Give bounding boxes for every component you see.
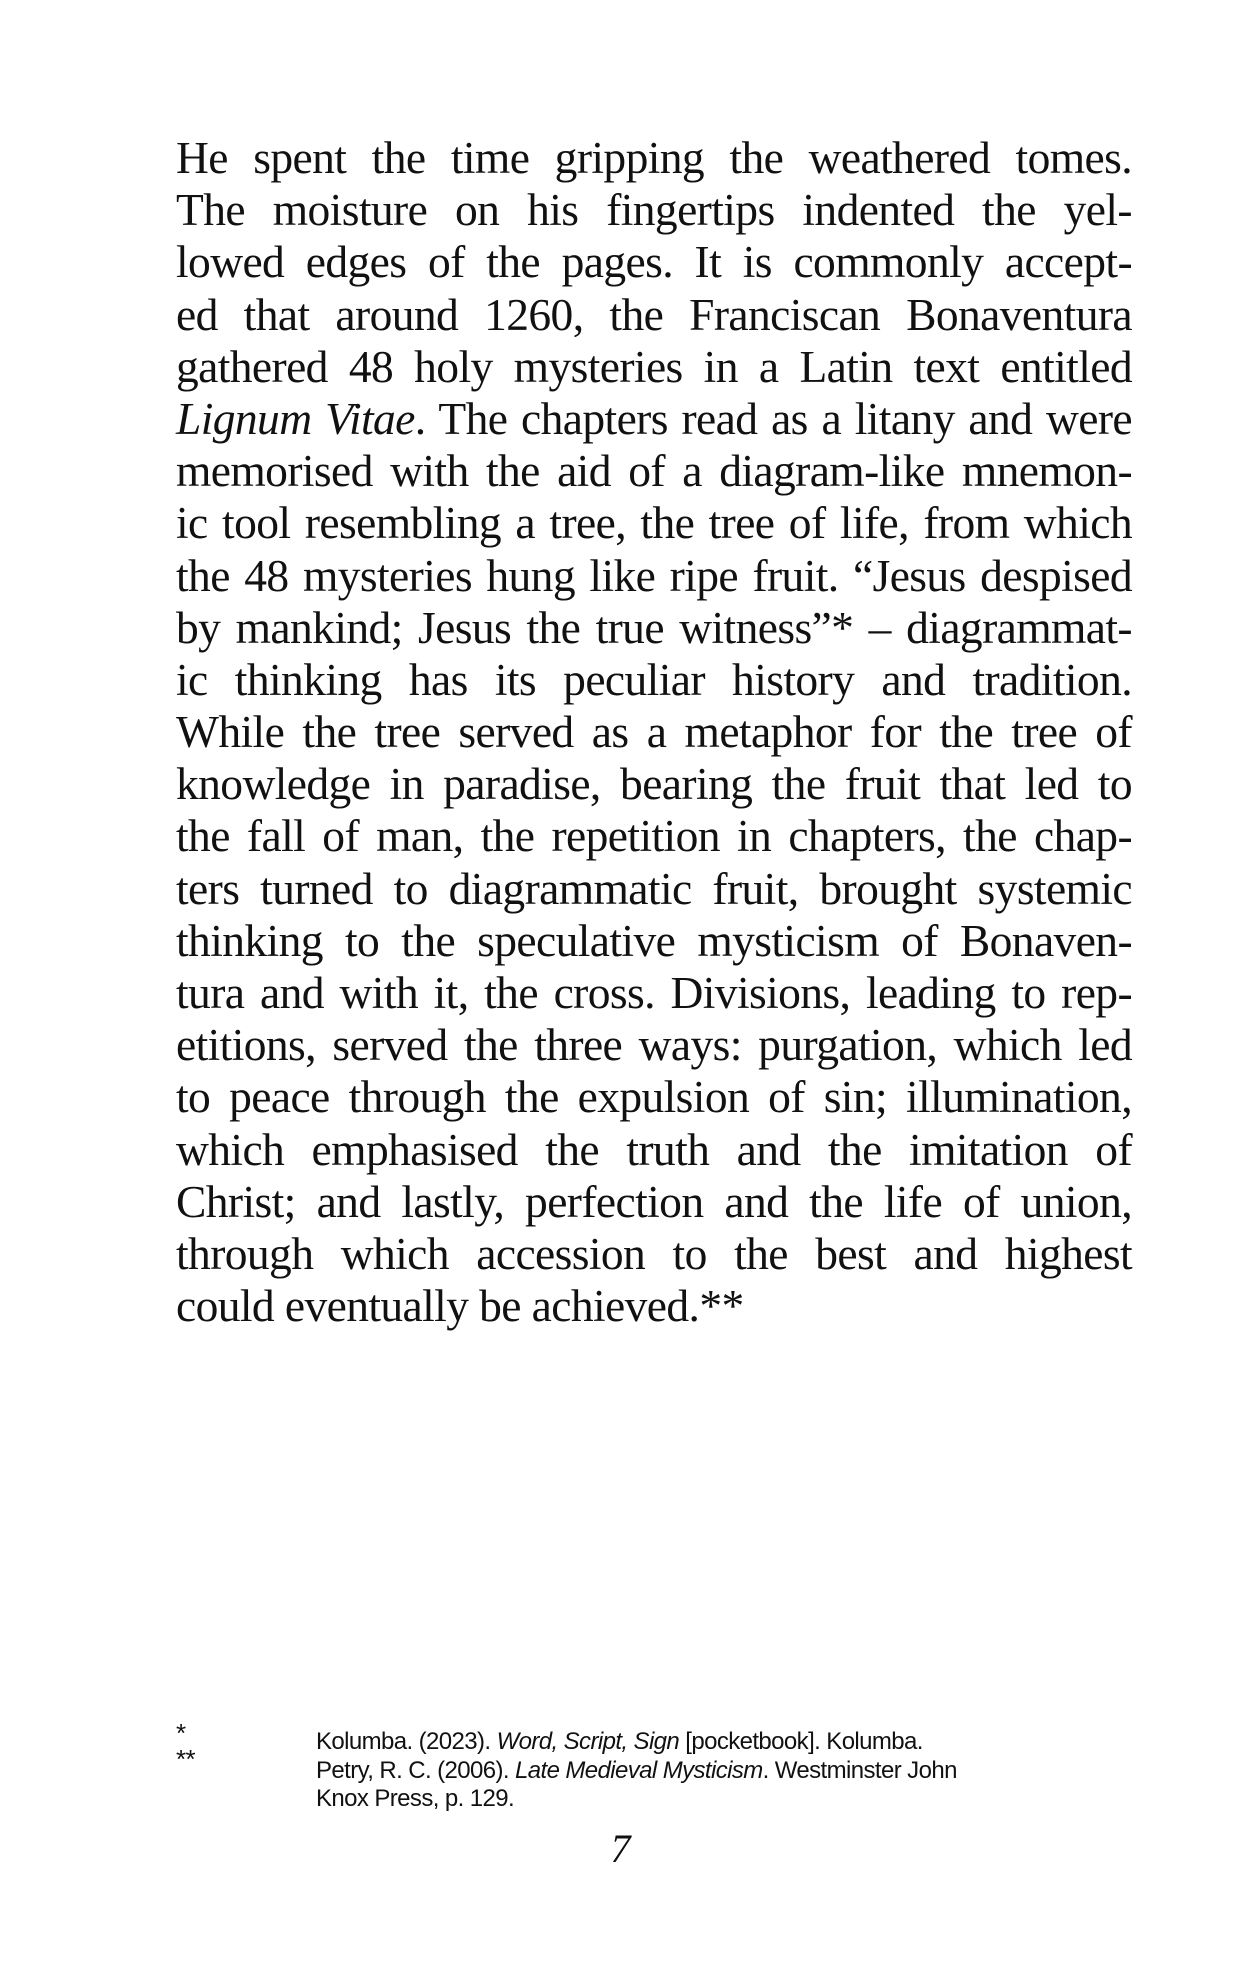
text-line: which emphasised the truth and the imitation of [176, 1123, 1132, 1175]
text-line: Christ; and lastly, perfection and the life of union, [176, 1175, 1132, 1227]
text-line: by mankind; Jesus the true witness”* – diagrammat- [176, 601, 1132, 653]
text-line: ic thinking has its peculiar history and tradition. [176, 653, 1132, 705]
text-line: the fall of man, the repetition in chapters, the chap- [176, 810, 1132, 862]
cited-title: Word, Script, Sign [496, 1728, 680, 1755]
text-line: through which accession to the best and highest [176, 1227, 1132, 1279]
text-line: etitions, served the three ways: purgation, which led [176, 1019, 1132, 1071]
text-line: ters turned to diagrammatic fruit, brought systemic [176, 862, 1132, 914]
footnote-reference: Petry, R. C. (2006). Late Medieval Mysticism. Westminster John [316, 1756, 957, 1784]
body-text [176, 132, 1132, 1332]
text-line: could eventually be achieved.** [176, 1280, 744, 1332]
text-line: gathered 48 holy mysteries in a Latin text entitled [176, 340, 1132, 392]
text-line: He spent the time gripping the weathered tomes. [176, 132, 1132, 183]
text-line: lowed edges of the pages. It is commonly accept- [176, 236, 1132, 288]
book-title: Lignum Vitae [176, 392, 415, 444]
page-number: 7 [610, 1826, 631, 1871]
text-line: thinking to the speculative mysticism of Bonaven- [176, 914, 1132, 966]
footnote-mark: ** [176, 1744, 196, 1774]
text-line: The moisture on his fingertips indented the yel- [176, 184, 1132, 236]
footnote-reference: Kolumba. (2023). Word, Script, Sign [pocketbook]. Kolumba. [316, 1728, 923, 1755]
footnote-references [316, 1728, 1136, 1814]
cited-title: Late Medieval Mysticism [515, 1756, 763, 1784]
footnote-reference: Knox Press, p. 129. [316, 1785, 515, 1812]
footnote-mark: * [176, 1718, 186, 1748]
text-line: the 48 mysteries hung like ripe fruit. “Jesus despised [176, 549, 1132, 601]
text-line: ic tool resembling a tree, the tree of life, from which [176, 497, 1132, 549]
text-line: tura and with it, the cross. Divisions, leading to rep- [176, 967, 1132, 1018]
text-line: ed that around 1260, the Franciscan Bonaventura [176, 288, 1132, 340]
text-line: knowledge in paradise, bearing the fruit that led to [176, 758, 1132, 810]
text-line: While the tree served as a metaphor for the tree of [176, 706, 1132, 758]
footnote-marks [176, 1720, 236, 1772]
text-line: memorised with the aid of a diagram-like mnemon- [176, 445, 1132, 497]
text-line: Lignum Vitae. The chapters read as a litany and were [176, 392, 1132, 444]
text-line: to peace through the expulsion of sin; illumination, [176, 1071, 1132, 1123]
